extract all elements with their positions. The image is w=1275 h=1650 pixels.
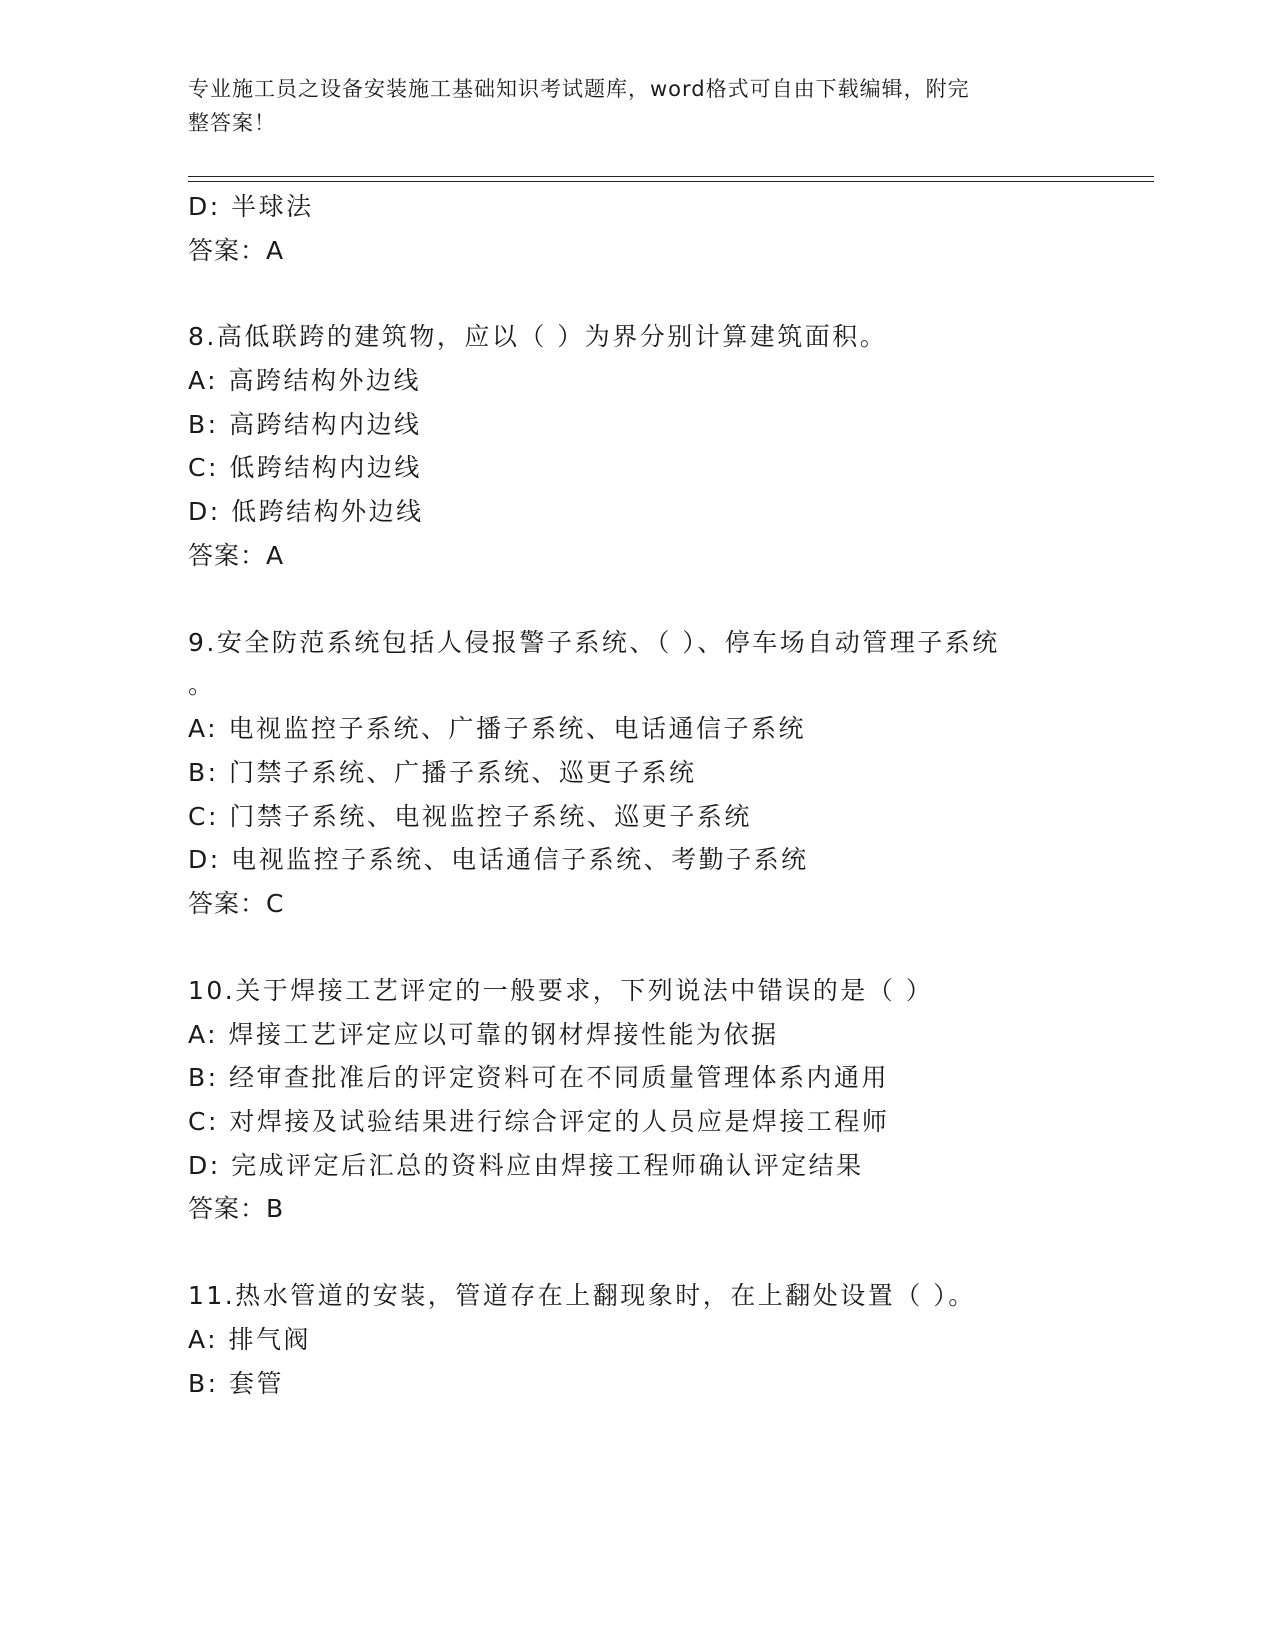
q11-question: 11.热水管道的安装，管道存在上翻现象时，在上翻处设置（ ）。 — [188, 1281, 976, 1310]
q9-option-d: D: 电视监控子系统、电话通信子系统、考勤子系统 — [188, 845, 809, 874]
q11-option-b: B: 套管 — [188, 1369, 285, 1398]
q8-question: 8.高低联跨的建筑物，应以（ ）为界分别计算建筑面积。 — [188, 322, 888, 351]
header-divider-bottom — [188, 181, 1154, 182]
q10-answer: 答案：B — [188, 1194, 285, 1223]
q10-option-b: B: 经审查批准后的评定资料可在不同质量管理体系内通用 — [188, 1063, 890, 1092]
header-line-1: 专业施工员之设备安装施工基础知识考试题库，word格式可自由下载编辑，附完 — [188, 77, 970, 101]
q8-option-d: D: 低跨结构外边线 — [188, 497, 424, 526]
q8-option-b: B: 高跨结构内边线 — [188, 410, 422, 439]
q9-question-line-1: 9.安全防范系统包括人侵报警子系统、（ ）、停车场自动管理子系统 — [188, 628, 1000, 657]
header-line-2: 整答案！ — [188, 111, 276, 135]
q9-option-c: C: 门禁子系统、电视监控子系统、巡更子系统 — [188, 802, 752, 831]
q7-answer: 答案：A — [188, 236, 285, 265]
q9-question-line-2: 。 — [188, 670, 216, 699]
q9-option-a: A: 电视监控子系统、广播子系统、电话通信子系统 — [188, 714, 807, 743]
q9-answer: 答案：C — [188, 889, 285, 918]
q8-option-a: A: 高跨结构外边线 — [188, 366, 422, 395]
q10-option-c: C: 对焊接及试验结果进行综合评定的人员应是焊接工程师 — [188, 1107, 890, 1136]
q7-option-d: D: 半球法 — [188, 192, 314, 221]
q8-option-c: C: 低跨结构内边线 — [188, 453, 422, 482]
document-header — [188, 72, 1068, 140]
q10-option-a: A: 焊接工艺评定应以可靠的钢材焊接性能为依据 — [188, 1020, 779, 1049]
q10-question: 10.关于焊接工艺评定的一般要求，下列说法中错误的是（ ） — [188, 976, 934, 1005]
header-divider-top — [188, 176, 1154, 177]
q8-answer: 答案：A — [188, 541, 285, 570]
q11-option-a: A: 排气阀 — [188, 1325, 312, 1354]
q10-option-d: D: 完成评定后汇总的资料应由焊接工程师确认评定结果 — [188, 1151, 864, 1180]
q9-option-b: B: 门禁子系统、广播子系统、巡更子系统 — [188, 758, 697, 787]
